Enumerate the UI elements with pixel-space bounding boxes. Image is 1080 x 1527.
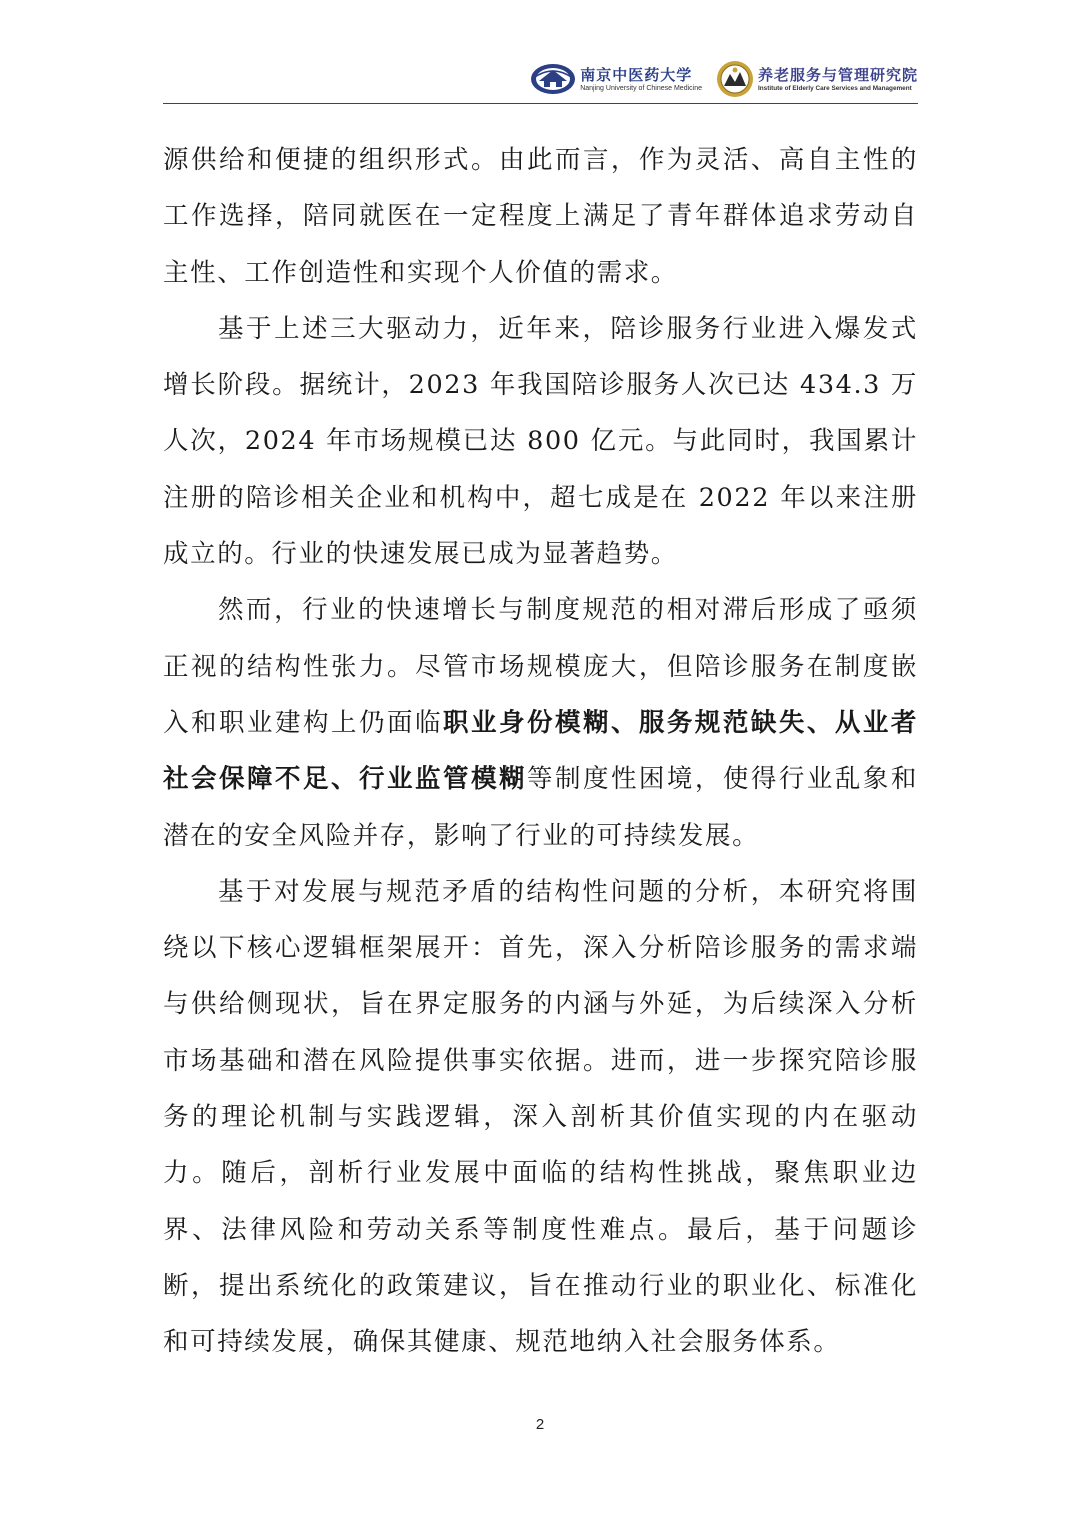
iecsm-logo xyxy=(716,60,918,98)
paragraph-continuation: 源供给和便捷的组织形式。由此而言，作为灵活、高自主性的工作选择，陪同就医在一定程度上满足了青年群体追求劳动自主性、工作创造性和实现个人价值的需求。 xyxy=(163,145,918,288)
paragraph-growth: 基于上述三大驱动力，近年来，陪诊服务行业进入爆发式增长阶段。据统计，2023 年我国陪诊服务人次已达 434.3 万人次，2024 年市场规模已达 800 亿元。与此同时，我国累计注册的陪诊相关企业和机构中，超七成是在 2022 年以来注册成立的。行业的快速发展已成为显著趋势。 xyxy=(163,313,918,570)
njucm-emblem-icon xyxy=(530,61,576,97)
njucm-subtitle: Nanjing University of Chinese Medicine xyxy=(580,84,702,92)
paragraph-tension-bold: 职业身份模糊、服务规范缺失、从业者社会保障不足、行业监管模糊 xyxy=(163,707,918,795)
paragraph-tension xyxy=(163,582,918,863)
header-divider xyxy=(163,103,918,104)
iecsm-subtitle: Institute of Elderly Care Services and Management xyxy=(757,84,912,92)
iecsm-emblem-icon xyxy=(716,60,754,98)
paragraph-framework: 基于对发展与规范矛盾的结构性问题的分析，本研究将围绕以下核心逻辑框架展开：首先，深入分析陪诊服务的需求端与供给侧现状，旨在界定服务的内涵与外延，为后续深入分析市场基础和潜在风险提供事实依据。进而，进一步探究陪诊服务的理论机制与实践逻辑，深入剖析其价值实现的内在驱动力。随后，剖析行业发展中面临的结构性挑战，聚焦职业边界、法律风险和劳动关系等制度性难点。最后，基于问题诊断，提出系统化的政策建议，旨在推动行业的职业化、标准化和可持续发展，确保其健康、规范地纳入社会服务体系。 xyxy=(163,876,918,1358)
page-header xyxy=(163,56,918,102)
njucm-title: 南京中医药大学 xyxy=(580,65,693,84)
page-number: 2 xyxy=(535,1416,545,1433)
njucm-logo xyxy=(530,61,702,97)
paragraph-tension-tail: 等制度性困境，使得行业乱象和潜在的安全风险并存，影响了行业的可持续发展。 xyxy=(163,764,918,851)
body-text xyxy=(163,132,918,1371)
iecsm-title: 养老服务与管理研究院 xyxy=(757,65,918,84)
paragraph-tension-lead: 然而，行业的快速增长与制度规范的相对滞后形成了亟须正视的结构性张力。尽管市场规模庞大，但陪诊服务在制度嵌入和职业建构上仍面临 xyxy=(163,595,918,738)
